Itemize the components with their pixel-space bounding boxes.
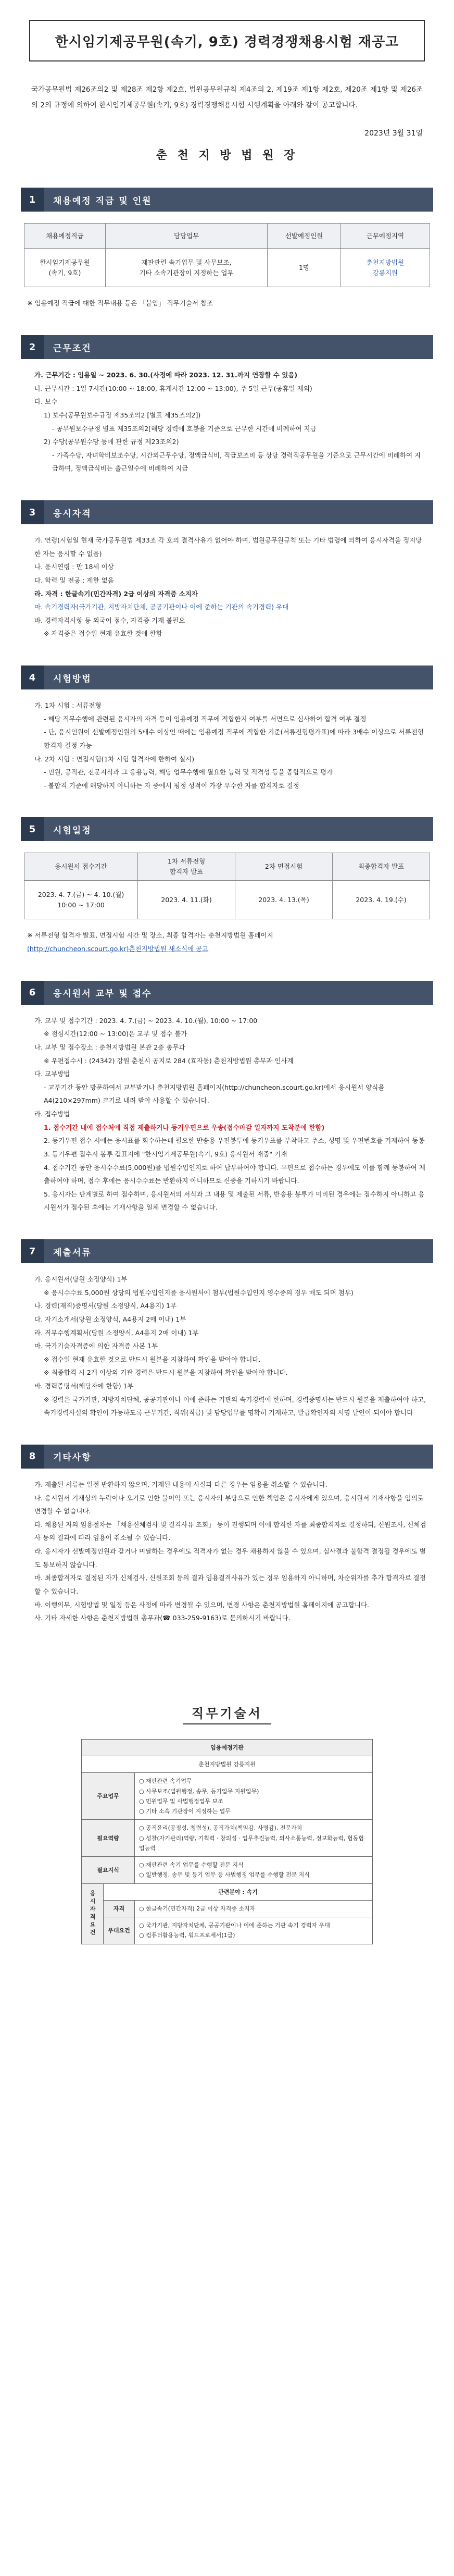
table-cell: 2023. 4. 7.(금) ~ 4. 10.(월) 10:00 ~ 17:00 bbox=[24, 881, 138, 919]
section-1-note bbox=[27, 297, 427, 310]
table-header: 담당업무 bbox=[105, 224, 268, 249]
position-table bbox=[24, 223, 430, 287]
application-line: 라. 접수방법 bbox=[34, 1110, 70, 1118]
table-note: ※ 임용예정 직급에 대한 직무내용 등은 「붙임」 직무기술서 참조 bbox=[27, 299, 213, 307]
section-number: 4 bbox=[21, 665, 44, 689]
section-6-header bbox=[21, 981, 433, 1005]
job-row-value: ○ 재판관련 속기 업무를 수행할 전문 지식 ○ 일반행정, 송무 및 등기 업무 등 사법행정 업무를 수행할 전문 지식 bbox=[135, 1857, 373, 1884]
qualification-side-label: 응시자격요건 bbox=[82, 1883, 104, 1944]
application-line: 2. 등기우편 접수 시에는 응시표를 회수하는데 필요한 반송용 우편봉투에 등기우표를 부착하고 주소, 성명 및 우편번호를 기재하여 동봉 bbox=[44, 1137, 425, 1145]
court-homepage-link[interactable]: (http://chuncheon.scourt.go.kr)춘천지방법원 새소식에 공고 bbox=[27, 945, 209, 953]
document-line: 마. 국가기술자격증에 의한 자격증 사본 1부 bbox=[34, 1342, 158, 1350]
schedule-table bbox=[24, 853, 430, 919]
job-description-title: 직무기술서 bbox=[192, 1706, 262, 1721]
section-title: 근무조건 bbox=[53, 343, 92, 354]
document-line: 가. 응시원서(당원 소정양식) 1부 bbox=[34, 1275, 128, 1283]
qualification-line: 마. 속기경력자(국가기관, 지방자치단체, 공공기관이나 이에 준하는 기관의 속기경력) 우대 bbox=[34, 603, 289, 611]
notice-intro: 국가공무원법 제26조의2 및 제28조 제2항 제2호, 법원공무원규칙 제4조의 2, 제19조 제1항 제2호, 제20조 제1항 및 제26조의 2의 규정에 의하여 한시임기제공무원(속기, 9호) 경력경쟁채용시험 시행계획을 아래와 같이 공고합니다. bbox=[31, 85, 423, 109]
application-line: 나. 교부 및 접수장소 : 춘천지방법원 본관 2층 총무과 bbox=[34, 1043, 185, 1051]
condition-line: 1) 보수(공무원보수규정 제35조의2 [별표 제35조의2]) bbox=[44, 411, 201, 419]
table-header: 선발예정인원 bbox=[268, 224, 340, 249]
section-4-header bbox=[21, 665, 433, 689]
application-line: 3. 등기우편 접수시 봉투 겉표지에 "한시임기제공무원(속기, 9호) 응시원서 재중" 기재 bbox=[44, 1150, 287, 1158]
method-line: - 단, 응시인원이 선발예정인원의 5배수 이상인 때에는 임용예정 직무에 적합한 기준(서류전형평가표)에 따라 3배수 이상으로 서류전형 합격자 결정 가능 bbox=[44, 728, 424, 749]
application-line: ※ 점심시간(12:00 ~ 13:00)은 교부 및 접수 불가 bbox=[44, 1030, 187, 1038]
table-header: 2차 면접시험 bbox=[235, 853, 333, 881]
method-line: 가. 1차 시험 : 서류전형 bbox=[34, 701, 102, 709]
section-3-body bbox=[27, 534, 427, 640]
application-line: - 교부기간 동안 방문하여서 교부받거나 춘천지방법원 홈페이지(http://chuncheon.scourt.go.kr)에서 응시원서 양식을 A4(210×297mm) 크기로 내려 받아 사용할 수 있습니다. bbox=[44, 1083, 385, 1105]
document-line: ※ 경력은 국가기관, 지방자치단체, 공공기관이나 이에 준하는 기관의 속기경력에 한하며, 경력증명서는 반드시 원본을 제출하여야 하고, 속기경력사실의 확인이 가능하도록 근무기간, 직위(직급) 및 담당업무를 명확히 기재하고, 발급확인자의 서명 날인이 되어야 합니다 bbox=[44, 1395, 426, 1417]
title-underline bbox=[183, 1723, 271, 1724]
job-row-value: ○ 공직윤리(공정성, 청렴성), 공직가치(책임감, 사명감), 전문가치 ○ 성찰(자기관리)역량, 기획력 · 창의성 · 업무추진능력, 의사소통능력, 정보화능력, 협동협업능력 bbox=[135, 1820, 373, 1857]
misc-line: 바. 이행의무, 시험방법 및 일정 등은 사정에 따라 변경될 수 있으며, 변경 사항은 춘천지방법원 홈페이지에 공고합니다. bbox=[34, 1600, 370, 1609]
section-2-body bbox=[27, 368, 427, 475]
misc-line: 다. 채용된 자의 임용절차는 「채용신체검사 및 결격사유 조회」 등이 진행되며 이에 합격한 자를 최종합격자로 결정하되, 신원조사, 신체검사 등의 결과에 따라 임용이 취소될 수 있습니다. bbox=[34, 1520, 426, 1542]
section-6-body bbox=[27, 1014, 427, 1214]
section-number: 2 bbox=[21, 335, 44, 359]
table-header: 채용예정직급 bbox=[24, 224, 106, 249]
section-7-body bbox=[27, 1273, 427, 1420]
qualification-label: 자격 bbox=[104, 1900, 135, 1917]
job-header-value: 춘천지방법원 강릉지원 bbox=[82, 1756, 373, 1773]
job-header: 임용예정기관 bbox=[82, 1739, 373, 1756]
section-5-header bbox=[21, 817, 433, 841]
qualification-value: ○ 국가기관, 지방자치단체, 공공기관이나 이에 준하는 기관 속기 경력자 우대 ○ 컴퓨터활용능력, 워드프로세서(1급) bbox=[135, 1917, 373, 1944]
qualification-value: ○ 한글속기(민간자격) 2급 이상 자격증 소지자 bbox=[135, 1900, 373, 1917]
table-cell: 2023. 4. 11.(화) bbox=[138, 881, 235, 919]
notice-org: 춘 천 지 방 법 원 장 bbox=[156, 149, 298, 163]
application-line: 다. 교부방법 bbox=[34, 1070, 70, 1078]
condition-line: 다. 보수 bbox=[34, 398, 58, 406]
section-7-header bbox=[21, 1239, 433, 1263]
section-5-note bbox=[27, 929, 427, 955]
section-number: 6 bbox=[21, 981, 44, 1005]
document-line: ※ 응시수수료 5,000원 상당의 법원수입인지를 응시원서에 첨부(법원수입인지 영수증의 경우 매도 되며 첨부) bbox=[44, 1288, 354, 1297]
section-8-header bbox=[21, 1445, 433, 1469]
method-line: 나. 2차 시험 : 면접시험(1차 시험 합격자에 한하여 실시) bbox=[34, 755, 195, 763]
table-header: 최종합격자 발표 bbox=[333, 853, 430, 881]
table-header: 근무예정지역 bbox=[340, 224, 430, 249]
document-line: 나. 경력(재직)증명서(당원 소정양식, A4용지) 1부 bbox=[34, 1302, 177, 1310]
qualification-line: 라. 자격 : 한글속기(민간자격) 2급 이상의 자격증 소지자 bbox=[34, 589, 198, 598]
section-title: 시험일정 bbox=[53, 825, 92, 836]
method-line: - 불합격 기준에 해당하지 아니하는 자 중에서 평정 성적이 가장 우수한 자를 합격자로 결정 bbox=[44, 781, 299, 790]
notice-date: 2023년 3월 31일 bbox=[364, 129, 423, 138]
section-title: 시험방법 bbox=[53, 673, 92, 684]
misc-line: 마. 최종합격자로 결정된 자가 신체검사, 신원조회 등의 결과 임용결격사유가 있는 경우 임용하지 아니하며, 차순위자를 추가 합격자로 결정할 수 있습니다. bbox=[34, 1574, 426, 1595]
qualification-line: 가. 연령(시험일 현재 국가공무원법 제33조 각 호의 결격사유가 없어야 하며, 법원공무원규칙 또는 기타 법령에 의하여 응시자격을 정지당한 자는 응시할 수 없음) bbox=[34, 536, 422, 558]
schedule-note: ※ 서류전형 합격자 발표, 면접시험 시간 및 장소, 최종 합격자는 춘천지방법원 홈페이지 bbox=[27, 931, 273, 940]
section-number: 5 bbox=[21, 817, 44, 841]
misc-line: 라. 응시자가 선발예정인원과 같거나 미달하는 경우에도 적격자가 없는 경우 채용하지 않을 수 있으며, 심사결과 불합격 결정될 경우에도 별도 통보하지 않습니다. bbox=[34, 1547, 426, 1569]
document-line: 바. 경력증명서(해당자에 한함) 1부 bbox=[34, 1382, 134, 1390]
section-number: 1 bbox=[21, 188, 44, 212]
method-line: - 해당 직무수행에 관련된 응시자의 자격 등이 임용예정 직무에 적합한지 여부를 서면으로 심사하여 합격 여부 결정 bbox=[44, 714, 367, 723]
section-number: 7 bbox=[21, 1239, 44, 1263]
section-title: 제출서류 bbox=[53, 1247, 92, 1258]
method-line: - 민원, 공직관, 전문지식과 그 응용능력, 해당 업무수행에 필요한 능력 및 적격성 등을 종합적으로 평가 bbox=[44, 768, 333, 777]
table-cell: 1명 bbox=[268, 249, 340, 287]
document-line: 다. 자기소개서(당원 소정양식, A4용지 2매 이내) 1부 bbox=[34, 1315, 186, 1323]
section-8-body bbox=[27, 1478, 427, 1625]
application-line: 5. 응시자는 단계별로 하여 접수하며, 응시원서의 서식과 그 내용 및 제출된 서류, 반송용 봉투가 미비된 경우에는 접수하지 아니하고 응시원서가 접수된 후에는 기재사항을 일체 변경할 수 없습니다. bbox=[44, 1190, 425, 1212]
table-header: 1차 서류전형 합격자 발표 bbox=[138, 853, 235, 881]
qualification-line: 다. 학력 및 전공 : 제한 없음 bbox=[34, 576, 114, 584]
notice-page bbox=[0, 20, 454, 1965]
job-row-value: ○ 재판관련 속기업무 ○ 사무보조(법원행정, 송무, 등기업무 지원업무) ○ 민원업무 및 사법행정업무 보조 ○ 기타 소속 기관장이 지정하는 업무 bbox=[135, 1773, 373, 1820]
condition-line: - 공무원보수규정 별표 제35조의2[해당 경력에 호봉을 기준으로 근무한 시간에 비례하여 지급 bbox=[52, 424, 317, 433]
condition-line: 나. 근무시간 : 1일 7시간(10:00 ~ 18:00, 휴게시간 12:00 ~ 13:00), 주 5일 근무(공휴일 제외) bbox=[34, 384, 312, 392]
document-line: ※ 접수일 현재 유효한 것으로 반드시 원본을 지참하여 확인을 받아야 합니다. bbox=[44, 1355, 261, 1363]
qualification-line: 바. 경력자격사항 등 외국어 점수, 자격증 기재 불필요 bbox=[34, 616, 185, 624]
application-line: ※ 우편접수시 : (24342) 강원 춘천시 공지로 284 (효자동) 춘천지방법원 총무과 인사계 bbox=[44, 1056, 294, 1065]
section-3-header bbox=[21, 500, 433, 524]
job-description-table bbox=[81, 1739, 373, 1944]
section-2-header bbox=[21, 335, 433, 359]
document-line: 라. 직무수행계획서(당원 소정양식, A4용지 2매 이내) 1부 bbox=[34, 1328, 199, 1337]
misc-line: 나. 응시원서 기재상의 누락이나 오기로 인한 불이익 또는 응시자의 부당으로 인한 책임은 응시자에게 있으며, 응시원서 기재사항을 임의로 변경할 수 없습니다. bbox=[34, 1494, 424, 1515]
application-line: 1. 접수기간 내에 접수처에 직접 제출하거나 등기우편으로 우송(접수마감 일자까지 도착분에 한함) bbox=[44, 1123, 325, 1131]
notice-title: 한시임기제공무원(속기, 9호) 경력경쟁채용시험 재공고 bbox=[29, 20, 425, 61]
section-title: 응시원서 교부 및 접수 bbox=[53, 989, 152, 1000]
qualification-line: ※ 자격증은 접수일 현재 유효한 것에 한함 bbox=[44, 630, 162, 638]
section-title: 채용예정 직급 및 인원 bbox=[53, 195, 152, 206]
misc-line: 가. 제출된 서류는 일절 반환하지 않으며, 기재된 내용이 사실과 다른 경우는 임용을 취소할 수 있습니다. bbox=[34, 1480, 327, 1488]
qualification-header: 관련분야 : 속기 bbox=[104, 1883, 373, 1900]
section-number: 8 bbox=[21, 1445, 44, 1469]
section-number: 3 bbox=[21, 500, 44, 524]
application-line: 가. 교부 및 접수기간 : 2023. 4. 7.(금) ~ 2023. 4. 10.(월), 10:00 ~ 17:00 bbox=[34, 1016, 258, 1025]
section-title: 기타사항 bbox=[53, 1452, 92, 1463]
misc-line: 사. 기타 자세한 사항은 춘천지방법원 총무과(☎ 033-259-9163)로 문의하시기 바랍니다. bbox=[34, 1614, 291, 1622]
job-row-label: 필요역량 bbox=[82, 1820, 135, 1857]
table-cell: 2023. 4. 13.(목) bbox=[235, 881, 333, 919]
document-line: ※ 최종합격 시 2개 이상의 기관 경력은 반드시 원본을 지참하여 확인을 받아야 합니다. bbox=[44, 1369, 288, 1377]
job-row-label: 주요업무 bbox=[82, 1773, 135, 1820]
section-4-body bbox=[27, 699, 427, 792]
application-line: 4. 접수기간 동안 응시수수료(5,000원)를 법원수입인지로 하여 납부하여야 합니다. 우편으로 접수하는 경우에도 이를 함께 동봉하여 제출하여야 하며, 접수 후에는 응시수수료는 반환하지 아니하므로 신중을 기하시기 바랍니다. bbox=[44, 1163, 425, 1185]
table-cell: 재판관련 속기업무 및 사무보조, 기타 소속기관장이 지정하는 업무 bbox=[105, 249, 268, 287]
condition-line: 가. 근무기간 : 임용일 ~ 2023. 6. 30.(사정에 따라 2023. 12. 31.까지 연장할 수 있음) bbox=[34, 371, 298, 379]
table-cell: 2023. 4. 19.(수) bbox=[333, 881, 430, 919]
qualification-line: 나. 응시연령 : 만 18세 이상 bbox=[34, 563, 114, 571]
table-cell: 춘천지방법원 강릉지원 bbox=[340, 249, 430, 287]
qualification-label: 우대요건 bbox=[104, 1917, 135, 1944]
section-title: 응시자격 bbox=[53, 508, 92, 519]
section-1-header bbox=[21, 188, 433, 212]
table-cell: 한시임기제공무원 (속기, 9호) bbox=[24, 249, 106, 287]
job-row-label: 필요지식 bbox=[82, 1857, 135, 1884]
table-header: 응시원서 접수기간 bbox=[24, 853, 138, 881]
condition-line: 2) 수당(공무원수당 등에 관한 규정 제23조의2) bbox=[44, 438, 179, 446]
condition-line: - 가족수당, 자녀학비보조수당, 시간외근무수당, 정액급식비, 직급보조비 등 상당 경력직공무원을 기준으로 근무시간에 비례하여 지급하며, 정액급식비는 출근일수에 비례하여 지급 bbox=[52, 451, 421, 473]
